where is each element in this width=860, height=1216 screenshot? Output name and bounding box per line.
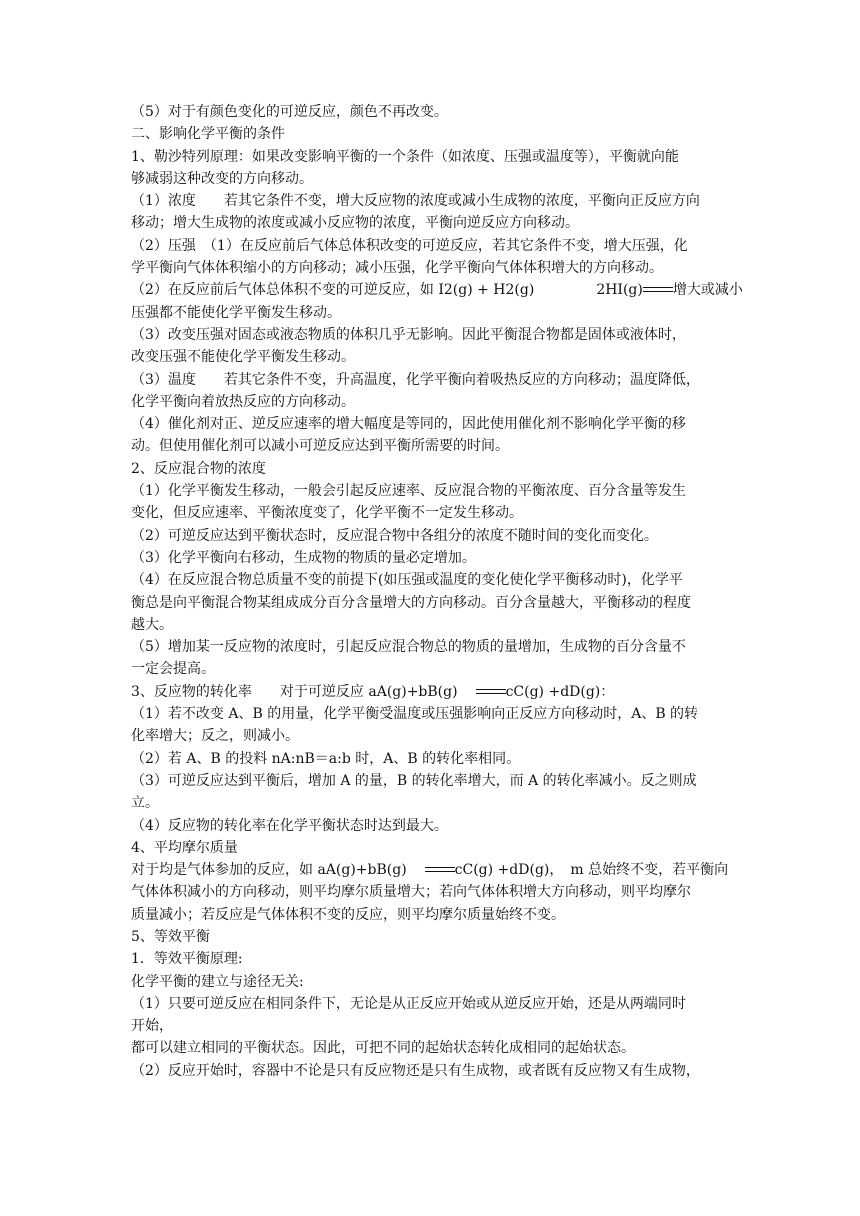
paragraph-text: （2）压强 （1）在反应前后气体总体积改变的可逆反应，若其它条件不变，增大压强，化 — [131, 237, 688, 254]
paragraph-text: （4）反应物的转化率在化学平衡状态时达到最大。 — [131, 817, 448, 834]
paragraph-text: （5）增加某一反应物的浓度时，引起反应混合物总的物质的量增加，生成物的百分含量不 — [131, 639, 686, 656]
paragraph-text: 质量减小；若反应是气体体积不变的反应，则平均摩尔质量始终不变。 — [131, 906, 565, 923]
text-line — [131, 324, 741, 346]
text-line — [131, 123, 741, 145]
text-line — [131, 190, 741, 212]
equation-products: 2HI(g) — [596, 282, 643, 299]
text-line — [131, 636, 741, 658]
equation-products: cC(g) +dD(g)， — [454, 862, 557, 879]
text-line — [131, 1060, 741, 1082]
equation-line — [131, 859, 741, 881]
text-line — [131, 815, 741, 837]
paragraph-text: 都可以建立相同的平衡状态。因此，可把不同的起始状态转化成相同的起始状态。 — [131, 1040, 635, 1057]
paragraph-text: 衡总是向平衡混合物某组成成分百分含量增大的方向移动。百分含量越大，平衡移动的程度 — [131, 594, 691, 611]
paragraph-text: （3）温度 若其它条件不变，升高温度，化学平衡向着吸热反应的方向移动；温度降低， — [131, 371, 700, 388]
text-line — [131, 658, 741, 680]
paragraph-text: 立。 — [131, 795, 159, 812]
text-line — [131, 837, 741, 859]
paragraph-text: 气体体积减小的方向移动，则平均摩尔质量增大；若向气体体积增大方向移动，则平均摩尔 — [131, 884, 691, 901]
equation-reactants: 3、反应物的转化率 对于可逆反应 aA(g)+bB(g) — [131, 683, 458, 700]
paragraph-text: 开始， — [131, 1018, 173, 1035]
text-line — [131, 435, 741, 457]
text-line — [131, 881, 741, 903]
text-line — [131, 993, 741, 1015]
paragraph-text: （3）化学平衡向右移动，生成物的物质的量必定增加。 — [131, 549, 476, 566]
text-line — [131, 614, 741, 636]
paragraph-text: （5）对于有颜色变化的可逆反应，颜色不再改变。 — [131, 104, 448, 120]
equation-suffix: m 总始终不变，若平衡向 — [570, 862, 729, 879]
equilibrium-arrow-icon — [643, 285, 673, 295]
text-line — [131, 525, 741, 547]
text-line — [131, 748, 741, 770]
paragraph-text: 改变压强不能使化学平衡发生移动。 — [131, 349, 355, 366]
text-line — [131, 770, 741, 792]
text-line — [131, 146, 741, 168]
text-line — [131, 257, 741, 279]
paragraph-text: 够减弱这种改变的方向移动。 — [131, 170, 313, 187]
equation-reactants: （2）在反应前后气体总体积不变的可逆反应，如 I2(g) + H2(g) — [131, 282, 535, 299]
text-line — [131, 391, 741, 413]
equilibrium-arrow-icon — [476, 687, 506, 697]
text-line — [131, 926, 741, 948]
text-line — [131, 502, 741, 524]
paragraph-text: 压强都不能使化学平衡发生移动。 — [131, 304, 341, 321]
equation-products: cC(g) +dD(g)： — [505, 683, 615, 700]
paragraph-text: （1）化学平衡发生移动，一般会引起反应速率、反应混合物的平衡浓度、百分含量等发生 — [131, 483, 686, 500]
paragraph-text: 5、等效平衡 — [131, 928, 210, 945]
paragraph-text: 化率增大；反之，则减小。 — [131, 728, 299, 745]
text-line — [131, 235, 741, 257]
text-line — [131, 413, 741, 435]
text-line — [131, 904, 741, 926]
paragraph-text: （2）可逆反应达到平衡状态时，反应混合物中各组分的浓度不随时间的变化而变化。 — [131, 527, 658, 544]
text-line — [131, 592, 741, 614]
text-line — [131, 569, 741, 591]
text-line — [131, 212, 741, 234]
text-line — [131, 302, 741, 324]
text-line — [131, 703, 741, 725]
paragraph-text: 越大。 — [131, 616, 173, 633]
text-line — [131, 1015, 741, 1037]
paragraph-text: （4）催化剂对正、逆反应速率的增大幅度是等同的，因此使用催化剂不影响化学平衡的移 — [131, 416, 686, 433]
text-line — [131, 101, 741, 123]
text-line — [131, 369, 741, 391]
text-line — [131, 792, 741, 814]
text-line — [131, 725, 741, 747]
text-line — [131, 480, 741, 502]
paragraph-text: （1）浓度 若其它条件不变，增大反应物的浓度或减小生成物的浓度，平衡向正反应方向 — [131, 193, 700, 210]
text-line — [131, 971, 741, 993]
text-line — [131, 1037, 741, 1059]
paragraph-text: 变化，但反应速率、平衡浓度变了，化学平衡不一定发生移动。 — [131, 505, 523, 522]
paragraph-text: （2）反应开始时，容器中不论是只有反应物还是只有生成物，或者既有反应物又有生成物， — [131, 1062, 700, 1079]
paragraph-text: 化学平衡向着放热反应的方向移动。 — [131, 393, 355, 410]
paragraph-text: （1）若不改变 A、B 的用量，化学平衡受温度或压强影响向正反应方向移动时，A、B 的转 — [131, 706, 699, 723]
paragraph-text: 4、平均摩尔质量 — [131, 839, 238, 856]
paragraph-text: （4）在反应混合物总质量不变的前提下(如压强或温度的变化使化学平衡移动时)，化学平 — [131, 572, 683, 589]
text-line — [131, 168, 741, 190]
paragraph-text: 动。但使用催化剂可以减小可逆反应达到平衡所需要的时间。 — [131, 438, 509, 455]
text-line — [131, 458, 741, 480]
paragraph-text: 化学平衡的建立与途径无关: — [131, 973, 304, 990]
paragraph-text: 二、影响化学平衡的条件 — [131, 126, 285, 143]
text-line — [131, 948, 741, 970]
paragraph-text: （2）若 A、B 的投料 nA:nB＝a:b 时，A、B 的转化率相同。 — [131, 750, 521, 767]
paragraph-text: （1）只要可逆反应在相同条件下，无论是从正反应开始或从逆反应开始，还是从两端同时 — [131, 995, 686, 1012]
spacer — [556, 862, 570, 878]
document-body — [131, 101, 741, 1082]
paragraph-text: （3）可逆反应达到平衡后，增加 A 的量，B 的转化率增大，而 A 的转化率减小。反之则成 — [131, 772, 697, 789]
text-line — [131, 346, 741, 368]
equation-suffix: 增大或减小 — [672, 282, 743, 299]
text-line — [131, 547, 741, 569]
paragraph-text: 移动；增大生成物的浓度或减小反应物的浓度，平衡向逆反应方向移动。 — [131, 215, 579, 232]
paragraph-text: 一定会提高。 — [131, 661, 215, 678]
paragraph-text: 学平衡向气体体积缩小的方向移动；减小压强，化学平衡向气体体积增大的方向移动。 — [131, 260, 663, 277]
paragraph-text: （3）改变压强对固态或液态物质的体积几乎无影响。因此平衡混合物都是固体或液体时， — [131, 326, 686, 343]
equilibrium-arrow-icon — [425, 865, 455, 875]
equation-reactants: 对于均是气体参加的反应，如 aA(g)+bB(g) — [131, 862, 407, 879]
paragraph-text: 1、勒沙特列原理：如果改变影响平衡的一个条件（如浓度、压强或温度等），平衡就向能 — [131, 148, 679, 165]
equation-line — [131, 681, 741, 703]
paragraph-text: 2、反应混合物的浓度 — [131, 460, 266, 477]
paragraph-text: 1．等效平衡原理: — [131, 951, 243, 968]
equation-line — [131, 279, 741, 301]
